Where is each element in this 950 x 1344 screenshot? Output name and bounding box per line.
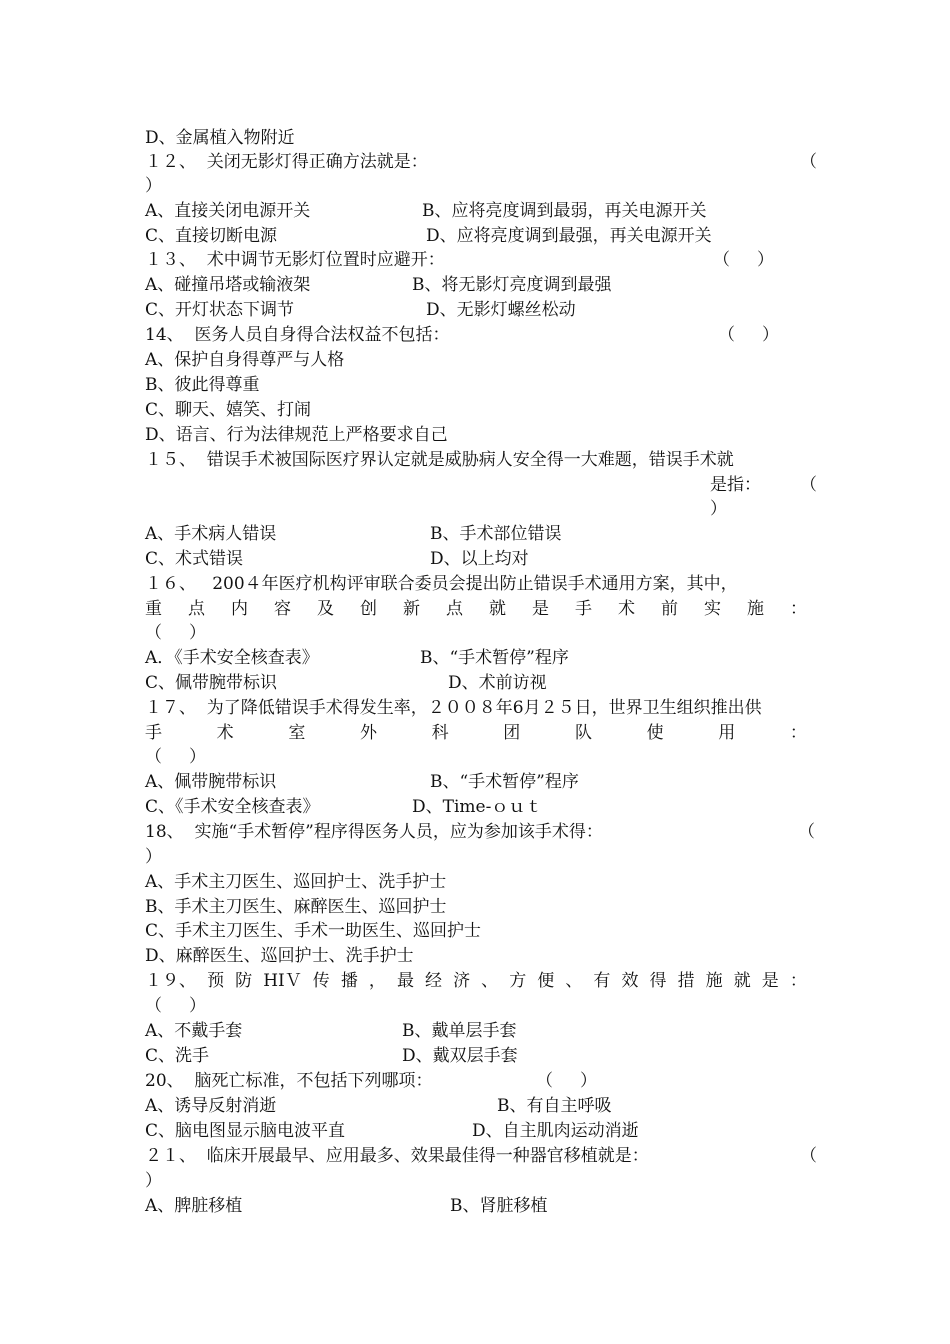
option-21a: A、脾脏移植: [145, 1196, 243, 1216]
q16-char: 手: [575, 599, 592, 619]
question-14: 14、 医务人员自身得合法权益不包括：: [145, 325, 450, 345]
q17-char: 队: [574, 723, 592, 743]
option-16d: D、术前访视: [448, 673, 547, 693]
option-19a: A、不戴手套: [145, 1021, 243, 1041]
q16-char: 前: [661, 599, 678, 619]
question-12-paren-close: ）: [145, 176, 162, 196]
question-21: ２１、 临床开展最早、应用最多、效果最佳得一种器官移植就是：: [145, 1146, 649, 1166]
question-16: １６、 200４年医疗机构评审联合委员会提出防止错误手术通用方案，其中，: [145, 574, 738, 594]
option-19c: C、洗手: [145, 1046, 210, 1066]
question-17-paren: （ ）: [145, 747, 207, 767]
option-17d: D、Time-ｏｕｔ: [412, 797, 543, 817]
q16-char: 创: [360, 599, 377, 619]
question-15-cont: 是指：: [710, 475, 761, 495]
q19-token: 最: [396, 971, 414, 991]
q16-char: 实: [704, 599, 721, 619]
option-18c: C、手术主刀医生、手术一助医生、巡回护士: [145, 921, 482, 941]
question-12-paren-open: （: [800, 152, 817, 172]
q19-token: 、: [481, 971, 499, 991]
q17-char: 外: [359, 723, 377, 743]
option-13c: C、开灯状态下调节: [145, 300, 295, 320]
q16-char: 就: [489, 599, 506, 619]
question-12: １２、 关闭无影灯得正确方法就是：: [145, 152, 428, 172]
option-16a: A．《手术安全核查表》: [145, 648, 319, 668]
question-18: 18、 实施“手术暂停”程序得医务人员，应为参加该手术得：: [145, 822, 603, 842]
option-12a: A、直接关闭电源开关: [145, 201, 311, 221]
option-14b: B、彼此得尊重: [145, 375, 260, 395]
question-19: [145, 970, 807, 992]
option-16c: C、佩带腕带标识: [145, 673, 278, 693]
option-20c: C、脑电图显示脑电波平直: [145, 1121, 346, 1141]
q19-token: 便: [537, 971, 555, 991]
option-14c: C、聊天、嬉笑、打闹: [145, 400, 312, 420]
option-14d: D、语言、行为法律规范上严格要求自己: [145, 425, 448, 445]
option-12c: C、直接切断电源: [145, 226, 278, 246]
q19-token: 、: [565, 971, 583, 991]
question-21-paren-open: （: [800, 1146, 817, 1166]
q16-char: 术: [618, 599, 635, 619]
q17-char: 术: [216, 723, 234, 743]
option-13d: D、无影灯螺丝松动: [426, 300, 576, 320]
option-20d: D、自主肌肉运动消逝: [472, 1121, 639, 1141]
option-17a: A、佩带腕带标识: [145, 772, 277, 792]
question-21-paren-close: ）: [145, 1171, 162, 1191]
q19-token: ：: [789, 971, 807, 991]
option-15c: C、术式错误: [145, 549, 244, 569]
option-15d: D、以上均对: [430, 549, 529, 569]
option-19d: D、戴双层手套: [402, 1046, 518, 1066]
question-14-paren: （ ）: [718, 325, 780, 345]
question-15: １５、 错误手术被国际医疗界认定就是威胁病人安全得一大难题，错误手术就: [145, 450, 734, 470]
q19-token: １９、: [145, 971, 196, 991]
option-13b: B、将无影灯亮度调到最强: [412, 275, 612, 295]
question-19-paren: （ ）: [145, 996, 207, 1016]
q19-token: 效: [621, 971, 639, 991]
q19-token: 传: [312, 971, 330, 991]
q19-token: 济: [453, 971, 471, 991]
option-12d: D、应将亮度调到最强，再关电源开关: [426, 226, 712, 246]
option-18a: A、手术主刀医生、巡回护士、洗手护士: [145, 872, 447, 892]
q19-token: 措: [677, 971, 695, 991]
q19-token: ，: [368, 971, 386, 991]
q17-char: 科: [431, 723, 449, 743]
question-17: １７、 为了降低错误手术得发生率，２００８年6月２５日，世界卫生组织推出供: [145, 698, 762, 718]
q17-char: 用: [718, 723, 736, 743]
q16-char: 内: [231, 599, 248, 619]
question-15-paren-open: （: [800, 475, 817, 495]
option-18d: D、麻醉医生、巡回护士、洗手护士: [145, 946, 414, 966]
q16-char: 重: [145, 599, 162, 619]
q16-char: 容: [274, 599, 291, 619]
q17-char: 手: [145, 723, 162, 743]
question-16-cont: [145, 598, 807, 620]
option-17c: C、《手术安全核查表》: [145, 797, 320, 817]
option-11d: D、金属植入物附近: [145, 128, 295, 148]
q16-char: 施: [747, 599, 764, 619]
q19-token: 经: [425, 971, 443, 991]
option-17b: B、“手术暂停”程序: [430, 772, 579, 792]
option-15b: B、手术部位错误: [430, 524, 562, 544]
q17-char: 室: [288, 723, 306, 743]
q16-char: 是: [532, 599, 549, 619]
question-15-paren-close: ）: [710, 499, 727, 519]
option-21b: B、肾脏移植: [450, 1196, 548, 1216]
question-18-paren-open: （: [798, 822, 815, 842]
q16-char: 点: [188, 599, 205, 619]
question-20: 20、 脑死亡标准，不包括下列哪项：: [145, 1071, 433, 1091]
option-13a: A、碰撞吊塔或输液架: [145, 275, 311, 295]
q17-char: 使: [646, 723, 664, 743]
q19-token: 播: [340, 971, 358, 991]
question-17-cont: [145, 722, 807, 744]
q19-token: 得: [649, 971, 667, 991]
question-13: １３、 术中调节无影灯位置时应避开：: [145, 250, 445, 270]
q19-token: HIＶ: [263, 971, 302, 991]
option-15a: A、手术病人错误: [145, 524, 277, 544]
question-13-paren: （ ）: [713, 250, 775, 270]
q16-char: ：: [790, 599, 807, 619]
option-20a: A、诱导反射消逝: [145, 1096, 277, 1116]
q19-token: 方: [509, 971, 527, 991]
option-16b: B、“手术暂停”程序: [420, 648, 569, 668]
q16-char: 新: [403, 599, 420, 619]
option-20b: B、有自主呼吸: [497, 1096, 612, 1116]
option-19b: B、戴单层手套: [402, 1021, 517, 1041]
q19-token: 防: [235, 971, 253, 991]
q19-token: 是: [761, 971, 779, 991]
q16-char: 及: [317, 599, 334, 619]
question-18-paren-close: ）: [145, 847, 162, 867]
option-18b: B、手术主刀医生、麻醉医生、巡回护士: [145, 897, 447, 917]
q19-token: 施: [705, 971, 723, 991]
option-12b: B、应将亮度调到最弱，再关电源开关: [422, 201, 707, 221]
q17-char: 团: [503, 723, 521, 743]
q19-token: 预: [207, 971, 225, 991]
q17-char: ：: [789, 723, 807, 743]
q19-token: 有: [593, 971, 611, 991]
q16-char: 点: [446, 599, 463, 619]
option-14a: A、保护自身得尊严与人格: [145, 350, 345, 370]
question-20-paren: （ ）: [536, 1071, 598, 1091]
question-16-paren: （ ）: [145, 623, 207, 643]
q19-token: 就: [733, 971, 751, 991]
